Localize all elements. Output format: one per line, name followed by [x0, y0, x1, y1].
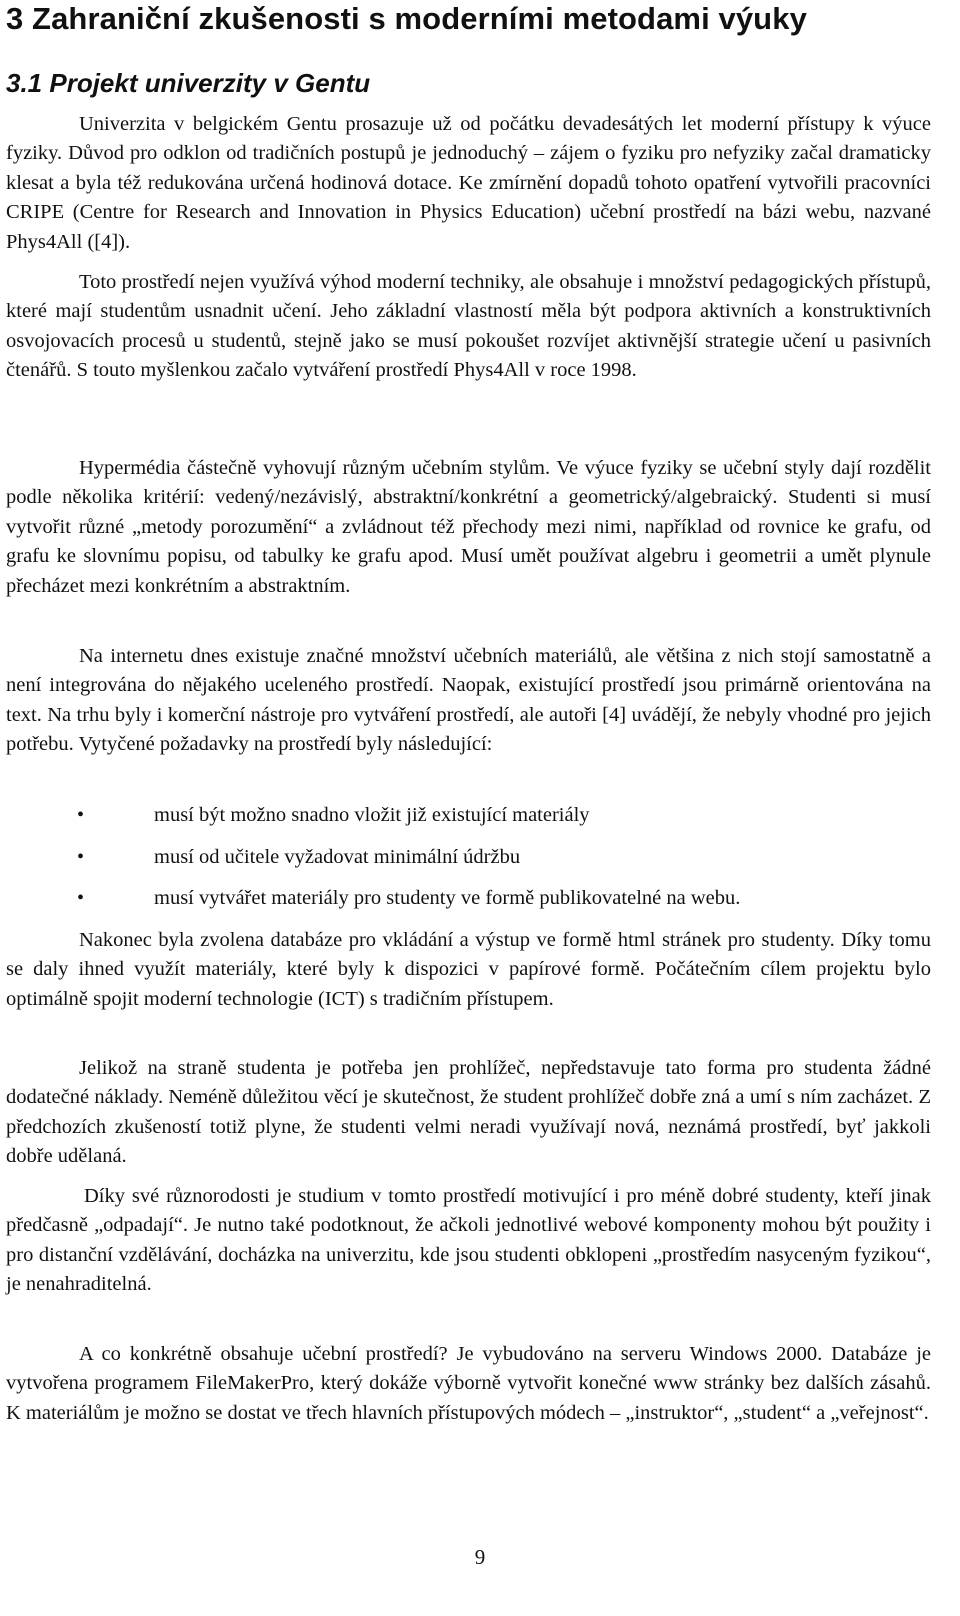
paragraph-diversity: Díky své různorodosti je studium v tomto prostředí motivující i pro méně dobré studenty, kteří jinak předčasně „odpadají“. Je nutno také podotknout, že ačkoli jednotlivé webové komponenty mohou být použity i pro distanční vzdělávání, docházka na univerzitu, kde jsou studenti obklopeni „prostředím nasyceným fyzikou“, je nenahraditelná.: [6, 1185, 931, 1296]
paragraph-database: Nakonec byla zvolena databáze pro vkládání a výstup ve formě html stránek pro studenty. Díky tomu se daly ihned využít materiály, které byly k dispozici v papírové formě. Počátečním cílem projektu bylo optimálně spojit moderní technologie (ICT) s tradičním přístupem.: [6, 929, 931, 1010]
list-item: [6, 842, 931, 884]
requirements-list: [6, 800, 931, 925]
paragraph-contents: A co konkrétně obsahuje učební prostředí? Je vybudováno na serveru Windows 2000. Databáze je vytvořena programem FileMakerPro, který dokáže výborně vytvořit konečné www stránky bez dalších zásahů. K materiálům je možno se dostat ve třech hlavních přístupových módech – „instruktor“, „student“ a „veřejnost“.: [6, 1343, 931, 1424]
list-item: [6, 883, 931, 925]
bullet-icon: •: [77, 804, 85, 826]
page-number: 9: [474, 1545, 486, 1569]
bullet-icon: •: [77, 887, 85, 910]
section-heading: 3.1 Projekt univerzity v Gentu: [6, 68, 371, 98]
paragraph-hypermedia: Hypermédia částečně vyhovují různým učebním stylům. Ve výuce fyziky se učební styly dají rozdělit podle několika kritérií: vedený/nezávislý, abstraktní/konkrétní a geometrický/algebraický. Studenti si musí vytvořit různé „metody porozumění“ a zvládnout též přechody mezi nimi, například od rovnice ke grafu, od grafu ke slovnímu popisu, od tabulky ke grafu apod. Musí umět používat algebru i geometrii a umět plynule přecházet mezi konkrétním a abstraktním.: [6, 457, 931, 597]
list-item: [6, 800, 931, 842]
paragraph-environment: Toto prostředí nejen využívá výhod moderní techniky, ale obsahuje i množství pedagogických přístupů, které mají studentům usnadnit učení. Jeho základní vlastností měla být podpora aktivních a konstruktivních osvojovacích procesů u studentů, stejně jako se musí pokoušet rozvíjet aktivnější strategie učení u pasivních čtenářů. S touto myšlenkou začalo vytváření prostředí Phys4All v roce 1998.: [6, 271, 931, 382]
list-item-text: musí být možno snadno vložit již existující materiály: [154, 804, 590, 826]
paragraph-internet: Na internetu dnes existuje značné množství učebních materiálů, ale většina z nich stojí samostatně a není integrována do nějakého uceleného prostředí. Naopak, existující prostředí jsou primárně orientována na text. Na trhu byly i komerční nástroje pro vytváření prostředí, ale autoři [4] uvádějí, že nebyly vhodné pro jejich potřebu. Vytyčené požadavky na prostředí byly následující:: [6, 645, 931, 756]
chapter-heading: 3 Zahraniční zkušenosti s moderními metodami výuky: [6, 1, 807, 36]
bullet-icon: •: [77, 845, 85, 868]
paragraph-browser: Jelikož na straně studenta je potřeba jen prohlížeč, nepředstavuje tato forma pro studenta žádné dodatečné náklady. Neméně důležitou věcí je skutečnost, že student prohlížeč dobře zná a umí s ním zacházet. Z předchozích zkušeností totiž plyne, že studenti velmi neradi využívají nová, neznámá prostředí, byť jakkoli dobře udělaná.: [6, 1057, 931, 1168]
paragraph-intro: Univerzita v belgickém Gentu prosazuje už od počátku devadesátých let moderní přístupy k výuce fyziky. Důvod pro odklon od tradičních postupů je jednoduchý – zájem o fyziku pro nefyziky začal dramaticky klesat a byla též redukována určená hodinová dotace. Ke zmírnění dopadů tohoto opatření vytvořili pracovníci CRIPE (Centre for Research and Innovation in Physics Education) učební prostředí na bázi webu, nazvané Phys4All ([4]).: [6, 113, 931, 253]
list-item-text: musí od učitele vyžadovat minimální údržbu: [154, 845, 521, 868]
list-item-text: musí vytvářet materiály pro studenty ve formě publikovatelné na webu.: [154, 887, 741, 910]
